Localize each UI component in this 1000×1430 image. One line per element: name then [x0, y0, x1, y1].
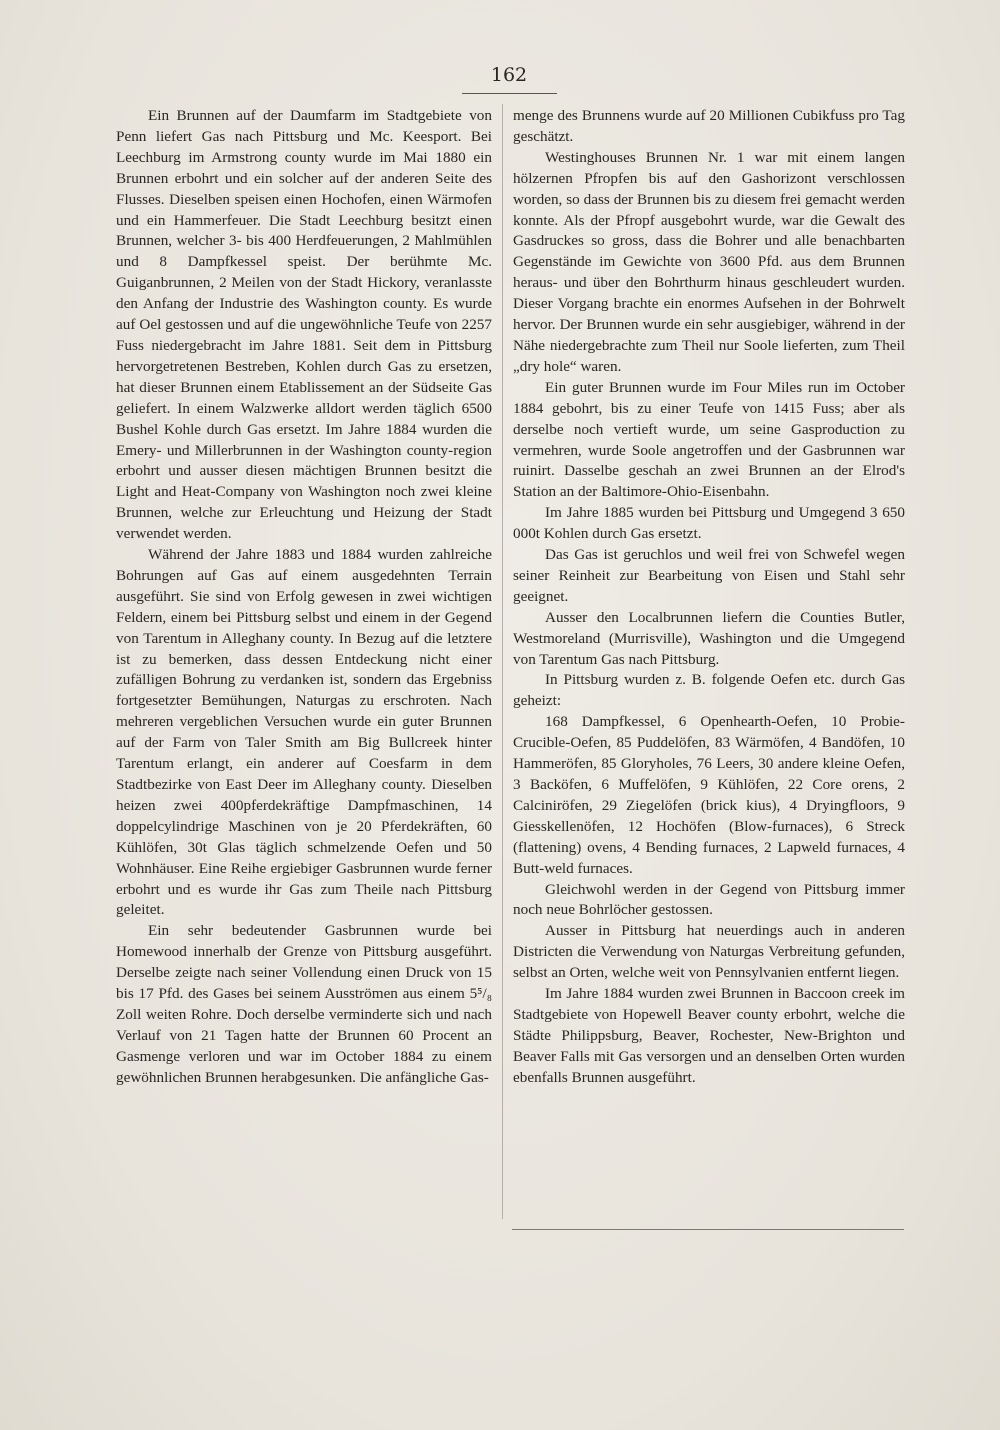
paragraph: Ausser in Pittsburg hat neuerdings auch in anderen Districten die Verwendung von Naturgas Verbreitung gefunden, selbst an Orten, welche weit von Pennsylvanien entfernt liegen. [513, 922, 905, 982]
paragraph: Im Jahre 1885 wurden bei Pittsburg und Umgegend 3 650 000t Kohlen durch Gas ersetzt. [513, 504, 905, 543]
paragraph: In Pittsburg wurden z. B. folgende Oefen etc. durch Gas geheizt: [513, 671, 905, 710]
paragraph: Ein sehr bedeutender Gasbrunnen wurde bei Homewood innerhalb der Grenze von Pittsburg ausgeführt. Derselbe zeigte nach seiner Vollendung einen Druck von 15 bis 17 Pfd. des Gases bei seinem Ausströmen aus einem 5⁵/₈ Zoll weiten Rohre. Doch derselbe verminderte sich und nach Verlauf von 21 Tagen hatte der Brunnen 60 Procent an Gasmenge verloren und war im October 1884 zu einem gewöhnlichen Brunnen herabgesunken. Die anfängliche Gas- [116, 922, 492, 1086]
footer-rule [512, 1229, 904, 1230]
paragraph: Im Jahre 1884 wurden zwei Brunnen in Baccoon creek im Stadtgebiete von Hopewell Beaver county erbohrt, welche die Städte Philippsburg, Beaver, Rochester, New-Brighton und Beaver Falls mit Gas versorgen und an denselben Orten wurden ebenfalls Brunnen ausgeführt. [513, 985, 905, 1086]
column-divider [502, 104, 503, 1219]
paragraph: Während der Jahre 1883 und 1884 wurden zahlreiche Bohrungen auf Gas auf einem ausgedehnten Terrain ausgeführt. Sie sind von Erfolg gewesen in zwei wichtigen Feldern, einem bei Pittsburg selbst und einem in der Gegend von Tarentum in Alleghany county. In Bezug auf die letztere ist zu bemerken, dass dessen Entdeckung nicht einer zufälligen Bohrung zu verdanken ist, sondern das Ergebniss fortgesetzter Bemühungen, Naturgas zu erschroten. Nach mehreren vergeblichen Versuchen wurde ein guter Brunnen auf der Farm von Taler Smith am Big Bullcreek hinter Tarentum erlangt, ein anderer auf Coesfarm in dem Stadtbezirke von East Deer im Alleghany county. Dieselben heizen zwei 400pferdekräftige Dampfmaschinen, 14 doppelcylindrige Maschinen von je 20 Pferdekräften, 60 Kühlöfen, 30t Glas täglich schmelzende Oefen und 50 Wohnhäuser. Eine Reihe ergiebiger Gasbrunnen wurde ferner erbohrt und es wurde ihr Gas zum Theile nach Pittsburg geleitet. [116, 546, 492, 919]
furnace-list: 168 Dampfkessel, 6 Openhearth-Oefen, 10 Probie-Crucible-Oefen, 85 Puddelöfen, 83 Wärmöfen, 4 Bandöfen, 10 Hammeröfen, 85 Gloryholes, 76 Leers, 30 andere kleine Oefen, 3 Backöfen, 6 Muffelöfen, 9 Kühlöfen, 22 Core orens, 2 Calciniröfen, 29 Ziegelöfen (brick kius), 4 Dryingfloors, 9 Giesskellenöfen, 12 Hochöfen (Blow-furnaces), 6 Streck (flattening) ovens, 4 Bending furnaces, 2 Lapweld furnaces, 4 Butt-weld furnaces. [513, 713, 905, 877]
paragraph: Gleichwohl werden in der Gegend von Pittsburg immer noch neue Bohrlöcher gestossen. [513, 880, 905, 919]
left-column [116, 106, 492, 1089]
paragraph: Ein Brunnen auf der Daumfarm im Stadtgebiete von Penn liefert Gas nach Pittsburg und Mc. Keesport. Bei Leechburg im Armstrong county wurde im Mai 1880 ein Brunnen erbohrt und ein solcher auf der anderen Seite des Flusses. Dieselben speisen einen Hochofen, einen Wärmofen und ein Hammerfeuer. Die Stadt Leechburg besitzt einen Brunnen, welcher 3- bis 400 Herdfeuerungen, 2 Mahlmühlen und 8 Dampfkessel speist. Der berühmte Mc. Guiganbrunnen, 2 Meilen von der Stadt Hickory, veranlasste den Anfang der Industrie des Washington county. Es wurde auf Oel gestossen und auf die ungewöhnliche Teufe von 2257 Fuss niedergebracht im Jahre 1881. Seit dem in Pittsburg hervorgetretenen Bestreben, Kohlen durch Gas zu ersetzen, hat dieser Brunnen einem Etablissement an der Südseite Gas geliefert. In einem Walzwerke alldort werden täglich 6500 Bushel Kohle durch Gas ersetzt. Im Jahre 1884 wurden die Emery- und Millerbrunnen in der Washington county-region erbohrt und ausser diesen mächtigen Brunnen besitzt die Light and Heat-Company von Washington noch zwei kleine Brunnen, welche zur Erleuchtung und Heizung der Stadt verwendet werden. [116, 107, 492, 543]
paragraph: menge des Brunnens wurde auf 20 Millionen Cubikfuss pro Tag geschätzt. [513, 107, 905, 145]
page-number: 162 [490, 64, 528, 86]
paragraph: Das Gas ist geruchlos und weil frei von Schwefel wegen seiner Reinheit zur Bearbeitung von Eisen und Stahl sehr geeignet. [513, 546, 905, 605]
header-rule [462, 93, 557, 94]
paragraph: Ein guter Brunnen wurde im Four Miles run im October 1884 gebohrt, bis zu einer Teufe von 1415 Fuss; aber als derselbe noch vertieft wurde, um seine Gasproduction zu vermehren, wurde Soole angetroffen und der Gasbrunnen war ruinirt. Dasselbe geschah an zwei Brunnen an der Elrod's Station an der Baltimore-Ohio-Eisenbahn. [513, 378, 905, 501]
right-column [513, 106, 905, 1089]
paragraph: Westinghouses Brunnen Nr. 1 war mit einem langen hölzernen Pfropfen bis auf den Gashorizont verschlossen worden, so dass der Brunnen bis zu diesem frei gemacht werden konnte. Als der Pfropf ausgebohrt wurde, war die Gewalt des Gasdruckes so gross, dass die Bohrer und alle benachbarten Gegenstände im Gewichte von 3600 Pfd. aus dem Brunnen heraus- und über den Bohrthurm hinaus geschleudert wurden. Dieser Vorgang brachte ein enormes Aufsehen in der Bohrwelt hervor. Der Brunnen wurde ein sehr ausgiebiger, während in der Nähe niedergebrachte zum Theil nur Soole lieferten, zum Theil „dry hole“ waren. [513, 148, 905, 375]
paragraph: Ausser den Localbrunnen liefern die Counties Butler, Westmoreland (Murrisville), Washington und die Umgegend von Tarentum Gas nach Pittsburg. [513, 608, 905, 668]
